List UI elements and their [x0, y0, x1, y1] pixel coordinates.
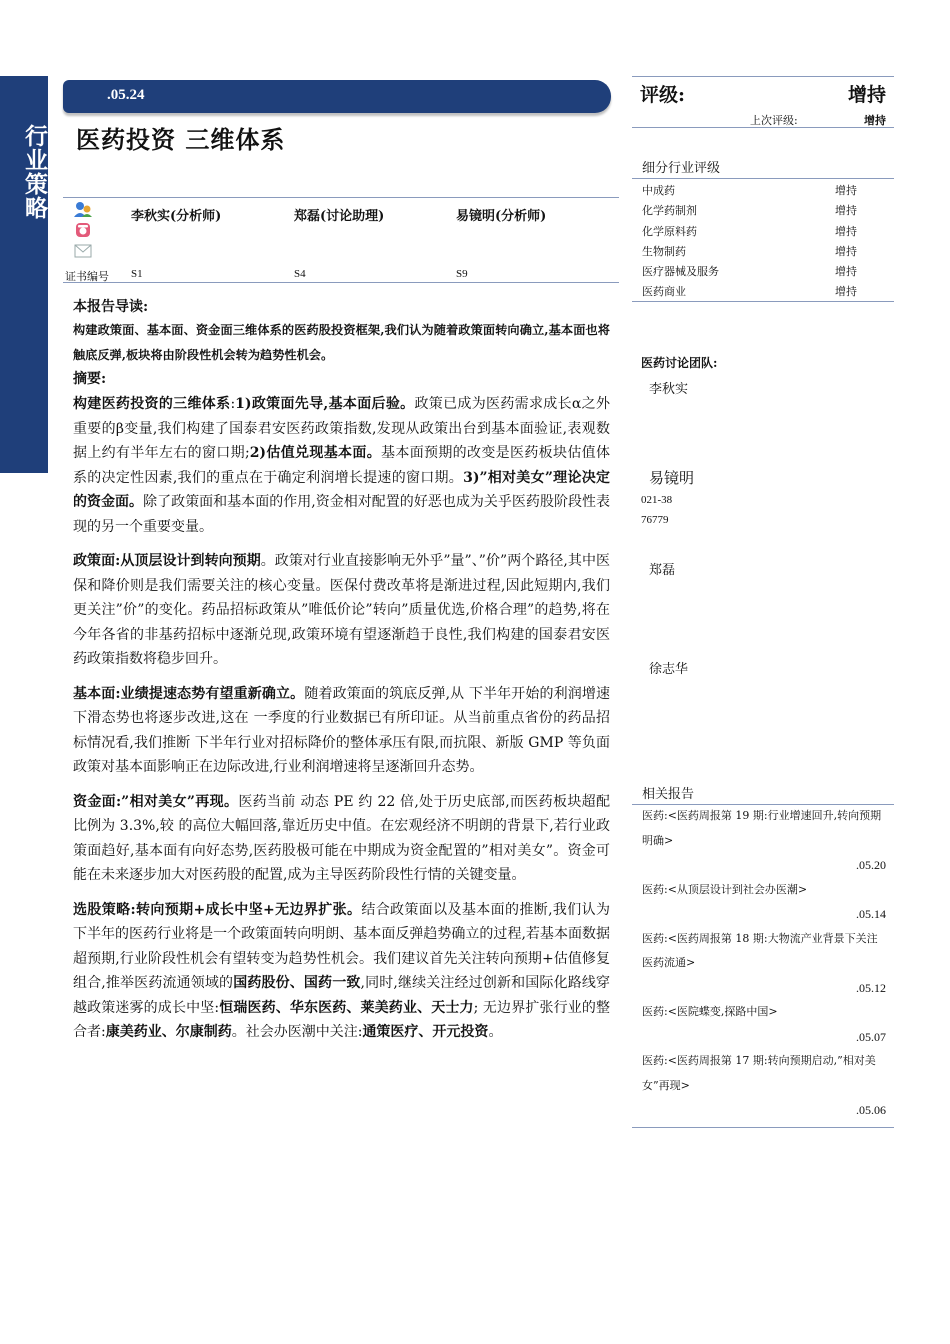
mail-icon — [73, 243, 93, 259]
side-band — [0, 76, 48, 473]
cert-number-1: S1 — [131, 268, 143, 280]
team-member-4: 徐志华 — [649, 662, 689, 677]
related-reports-heading: 相关报告 — [632, 783, 894, 805]
analyst-box — [63, 197, 619, 283]
team-phone-1: 021-38 — [641, 494, 673, 506]
report-title: 医药投资 三维体系 — [76, 125, 286, 154]
rating-label: 评级: — [640, 84, 686, 106]
paragraph-stock-picking: 选股策略:转向预期+成长中坚+无边界扩张。结合政策面以及基本面的推断,我们认为 下半年的医药行业将是一个政策面转向明朗、基本面反弹趋势确立的过程,若基本面数据超预期,行业阶段性机会有望转变为趋势性机会。我们建议首先关注转向预期+估值修复组合,推举医药流通领域的国药股份、国药一致,同时,继续关注经过创新和国际化路线穿越政策迷雾的成长中坚:恒瑞医药、华东医药、莱美药业、天士力; 无边界扩张行业的整合者:康美药业、尔康制药。社会办医潮中关注:通策医疗、开元投资。 — [73, 901, 611, 1040]
cert-number-3: S9 — [456, 268, 468, 280]
table-row: 化学药制剂 增持 — [642, 204, 857, 218]
report-type-label: 行业策略 — [21, 124, 48, 220]
paragraph-framework: 构建医药投资的三维体系:1)政策面先导,基本面后验。政策已成为医药需求成长α之外重要的β变量,我们构建了国泰君安医药政策指数,发现从政策出台到基本面验证,表观数据上约有半年左右的窗口期;2)估值兑现基本面。基本面预期的改变是医药板块估值体系的决定性因素,我们的重点在于确定利润增长提速的窗口期。3)”相对美女”理论决定的资金面。除了政策面和基本面的作用,资金相对配置的好恶也成为关乎医药股阶段性表现的另一个重要变量。 — [73, 396, 611, 535]
paragraph-fundamentals: 基本面:业绩提速态势有望重新确立。随着政策面的筑底反弹,从 下半年开始的利润增速下滑态势也将逐步改进,这在 一季度的行业数据已有所印证。从当前重点省份的药品招标情况看,我们推断 下半年行业对招标降价的整体承压有限,而抗限、新版 GMP 等负面政策对基本面影响正在边际改进,行业利润增速将呈逐渐回升态势。 — [73, 685, 610, 775]
paragraph-capital: 资金面:”相对美女”再现。医药当前 动态 PE 约 22 倍,处于历史底部,而医药板块超配比例为 3.3%,较 的高位大幅回落,靠近历史中值。在宏观经济不明朗的背景下,若行业政策面趋好,基本面有向好态势,医药股极可能在中期成为资金配置的”相对美女”。资金可能在未来逐步加大对医药股的配置,成为主导医药阶段性行情的关键变量。 — [73, 793, 610, 883]
rating-value: 增持 — [847, 84, 886, 106]
analyst-name-3: 易镜明(分析师) — [456, 209, 547, 224]
previous-rating-value: 增持 — [864, 114, 886, 127]
table-row: 生物制药 增持 — [642, 244, 857, 258]
cert-label: 证书编号 — [65, 270, 109, 283]
list-item[interactable]: 医药:<从顶层设计到社会办医潮> .05.14 — [642, 882, 886, 921]
date-bar — [63, 80, 611, 113]
team-phone-2: 76779 — [641, 514, 669, 526]
table-row: 中成药 增持 — [642, 184, 857, 197]
list-item[interactable]: 医药:<医药周报第 19 期:行业增速回升,转向预期明确> .05.20 — [642, 809, 886, 872]
cert-number-2: S4 — [294, 268, 306, 280]
paragraph-policy: 政策面:从顶层设计到转向预期。政策对行业直接影响无外乎”量”、”价”两个路径,其中医保和降价则是我们需要关注的核心变量。医保付费改革将是渐进过程,因此短期内,我们更关注”价”的变化。药品招标政策从”唯低价论”转向”质量优选,价格合理”的趋势,将在今年各省的非基药招标中逐渐兑现,政策环境有望逐渐趋于良性,我们构建的国泰君安医药政策指数将稳步回升。 — [73, 553, 610, 667]
table-row: 医药商业 增持 — [642, 285, 857, 299]
list-item[interactable]: 医药:<医院蝶变,探路中国> .05.07 — [642, 1005, 886, 1044]
sub-industry-heading: 细分行业评级 — [632, 157, 894, 179]
guide-text: 构建政策面、基本面、资金面三维体系的医药股投资框架,我们认为随着政策面转向确立,基本面也将触底反弹,板块将由阶段性机会转为趋势性机会。 — [73, 323, 610, 362]
previous-rating-label: 上次评级: — [750, 114, 798, 127]
report-body — [73, 296, 610, 1045]
table-row: 医疗器械及服务 增持 — [642, 265, 857, 279]
sub-industry-table — [632, 179, 894, 302]
guide-heading: 本报告导读: — [73, 299, 149, 315]
rating-panel — [632, 76, 894, 128]
team-heading: 医药讨论团队: — [641, 356, 718, 370]
related-reports-list — [632, 804, 894, 1128]
report-date: .05.24 — [107, 87, 145, 103]
team-member-2: 易镜明 — [649, 469, 695, 487]
analyst-name-2: 郑磊(讨论助理) — [294, 209, 385, 224]
table-row: 化学原料药 增持 — [642, 224, 857, 238]
list-item[interactable]: 医药:<医药周报第 18 期:大物流产业背景下关注医药流通> .05.12 — [642, 931, 886, 995]
person-icon — [73, 201, 93, 217]
list-item[interactable]: 医药:<医药周报第 17 期:转向预期启动,”相对美女”再现> .05.06 — [642, 1054, 886, 1117]
team-member-3: 郑磊 — [649, 563, 676, 578]
phone-icon — [73, 222, 93, 238]
abstract-heading: 摘要: — [73, 371, 107, 387]
team-member-1: 李秋实 — [649, 382, 689, 397]
analyst-name-1: 李秋实(分析师) — [131, 209, 222, 224]
